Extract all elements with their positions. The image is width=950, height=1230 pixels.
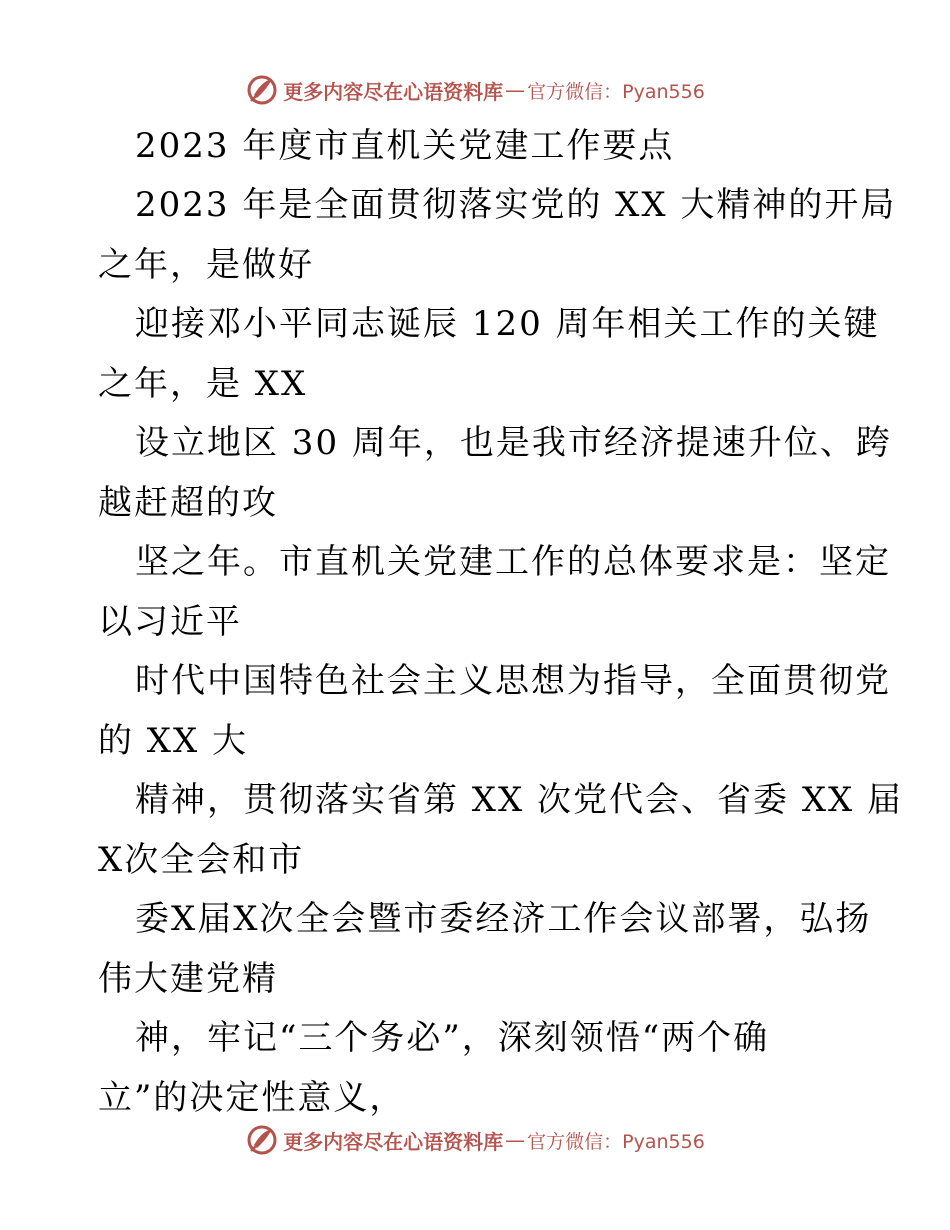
watermark-contact: 官方微信：Pyan556 xyxy=(527,80,705,103)
text-line: 委X届X次全会暨市委经济工作会议部署，弘扬 xyxy=(135,899,872,939)
footer-watermark xyxy=(0,1120,950,1160)
text-line: 2023 年是全面贯彻落实党的 XX 大精神的开局 xyxy=(135,185,897,225)
watermark-text: 更多内容尽在心语资料库 xyxy=(283,1129,504,1154)
text-line: 坚之年。市直机关党建工作的总体要求是：坚定 xyxy=(135,542,891,582)
text-line: 设立地区 30 周年，也是我市经济提速升位、跨 xyxy=(135,423,892,463)
text-line: 伟大建党精 xyxy=(98,959,278,999)
text-line: 精神，贯彻落实省第 XX 次党代会、省委 XX 届 xyxy=(135,780,904,820)
watermark-contact: 官方微信：Pyan556 xyxy=(527,1130,705,1153)
text-line: 迎接邓小平同志诞辰 120 周年相关工作的关键 xyxy=(135,304,880,344)
text-line: 以习近平 xyxy=(98,602,242,642)
text-line: 时代中国特色社会主义思想为指导，全面贯彻党 xyxy=(135,661,891,701)
text-line: 越赶超的攻 xyxy=(98,483,278,523)
watermark-dash: — xyxy=(505,78,526,102)
text-line: 立”的决定性意义， xyxy=(98,1078,406,1118)
watermark-dash: — xyxy=(505,1128,526,1152)
pen-logo-icon xyxy=(245,73,279,107)
header-watermark xyxy=(0,70,950,110)
watermark-text: 更多内容尽在心语资料库 xyxy=(283,79,504,104)
document-title: 2023 年度市直机关党建工作要点 xyxy=(135,126,675,166)
text-line: 神，牢记“三个务必”，深刻领悟“两个确 xyxy=(135,1018,770,1058)
text-line: 之年，是做好 xyxy=(98,245,314,285)
text-line: X次全会和市 xyxy=(98,840,305,880)
pen-logo-icon xyxy=(245,1123,279,1157)
text-line: 之年，是 XX xyxy=(98,364,308,404)
text-line: 的 XX 大 xyxy=(98,721,249,761)
